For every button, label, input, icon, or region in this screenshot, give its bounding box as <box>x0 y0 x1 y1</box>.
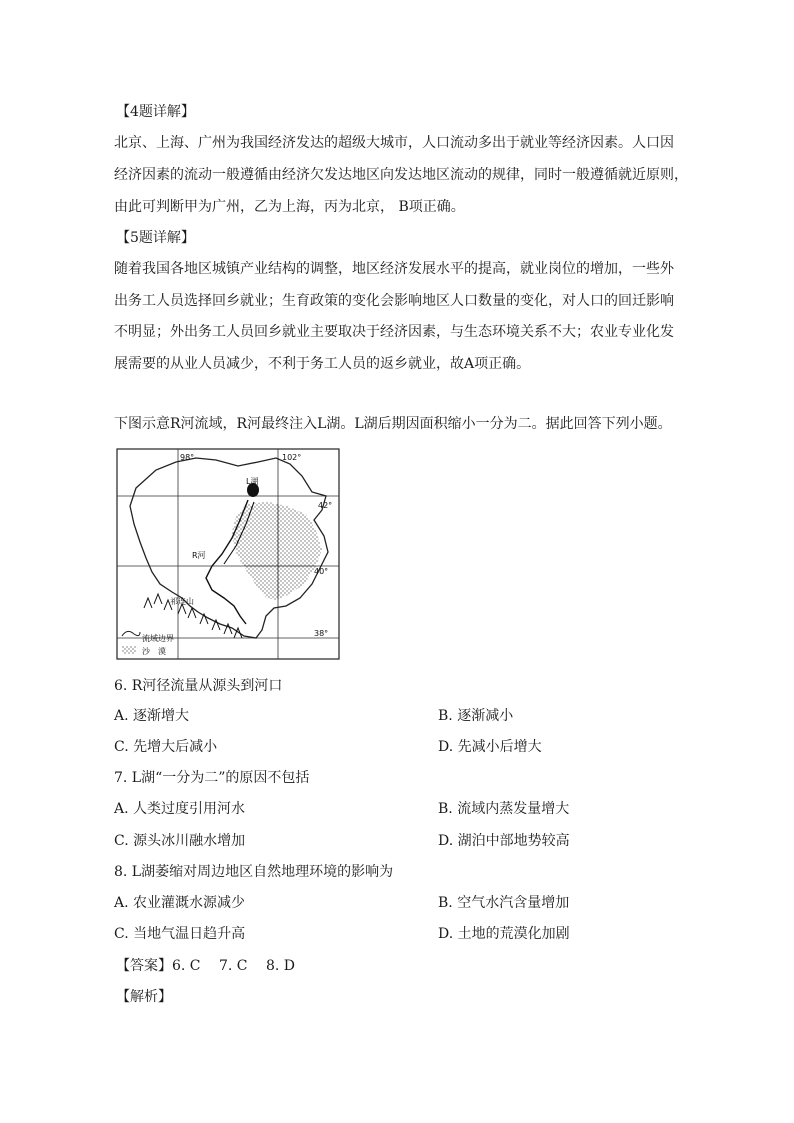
section5-line: 出务工人员选择回乡就业；生育政策的变化会影响地区人口数量的变化，对人口的回迁影响 <box>114 293 674 309</box>
section4-line: 由此可判断甲为广州，乙为上海，丙为北京， B项正确。 <box>114 199 465 215</box>
q8-option-d: D. 土地的荒漠化加剧 <box>438 926 570 942</box>
q6-option-c: C. 先增大后减小 <box>114 739 218 755</box>
question-8-stem: 8. L湖萎缩对周边地区自然地理环境的影响为 <box>114 864 394 880</box>
legend-boundary-label: 流域边界 <box>142 634 174 643</box>
q7-option-b: B. 流域内蒸发量增大 <box>438 801 570 817</box>
river-label: R河 <box>192 551 206 560</box>
legend-desert-icon <box>122 646 136 654</box>
q7-option-c: C. 源头冰川融水增加 <box>114 833 246 849</box>
lon-label-98: 98° <box>180 453 195 462</box>
lon-label-102: 102° <box>282 453 302 462</box>
analysis-header: 【解析】 <box>116 989 172 1005</box>
mountain-label: 祁连山 <box>170 597 194 606</box>
r-river-basin-map <box>116 448 340 660</box>
section5-line: 展需要的从业人员减少，不利于务工人员的返乡就业，故A项正确。 <box>114 356 531 372</box>
lake-label: L湖 <box>246 477 259 486</box>
section4-line: 北京、上海、广州为我国经济发达的超级大城市，人口流动多出于就业等经济因素。人口因 <box>114 135 674 151</box>
question-intro: 下图示意R河流域，R河最终注入L湖。L湖后期因面积缩小一分为二。据此回答下列小题。 <box>114 416 672 432</box>
question-6-stem: 6. R河径流量从源头到河口 <box>114 678 283 694</box>
q6-option-b: B. 逐渐减小 <box>438 708 514 724</box>
q8-option-c: C. 当地气温日趋升高 <box>114 926 246 942</box>
q6-option-d: D. 先减小后增大 <box>438 739 542 755</box>
section5-line: 随着我国各地区城镇产业结构的调整，地区经济发展水平的提高，就业岗位的增加，一些外 <box>114 261 674 277</box>
legend-desert-label: 沙 漠 <box>142 647 166 656</box>
q8-option-b: B. 空气水汽含量增加 <box>438 895 570 911</box>
section5-line: 不明显；外出务工人员回乡就业主要取决于经济因素，与生态环境关系不大；农业专业化发 <box>114 324 674 340</box>
section4-line: 经济因素的流动一般遵循由经济欠发达地区向发达地区流动的规律，同时一般遵循就近原则， <box>114 167 688 183</box>
q6-option-a: A. 逐渐增大 <box>114 708 190 724</box>
lat-label-38: 38° <box>314 629 329 638</box>
q7-option-d: D. 湖泊中部地势较高 <box>438 833 570 849</box>
question-7-stem: 7. L湖“一分为二”的原因不包括 <box>114 770 310 786</box>
answer-line: 【答案】6. C 7. C 8. D <box>116 958 295 974</box>
q7-option-a: A. 人类过度引用河水 <box>114 801 246 817</box>
lat-label-42: 42° <box>318 501 333 510</box>
q8-option-a: A. 农业灌溉水源减少 <box>114 895 246 911</box>
lat-label-40: 40° <box>314 567 329 576</box>
section4-header: 【4题详解】 <box>116 104 195 120</box>
section5-header: 【5题详解】 <box>116 230 195 246</box>
